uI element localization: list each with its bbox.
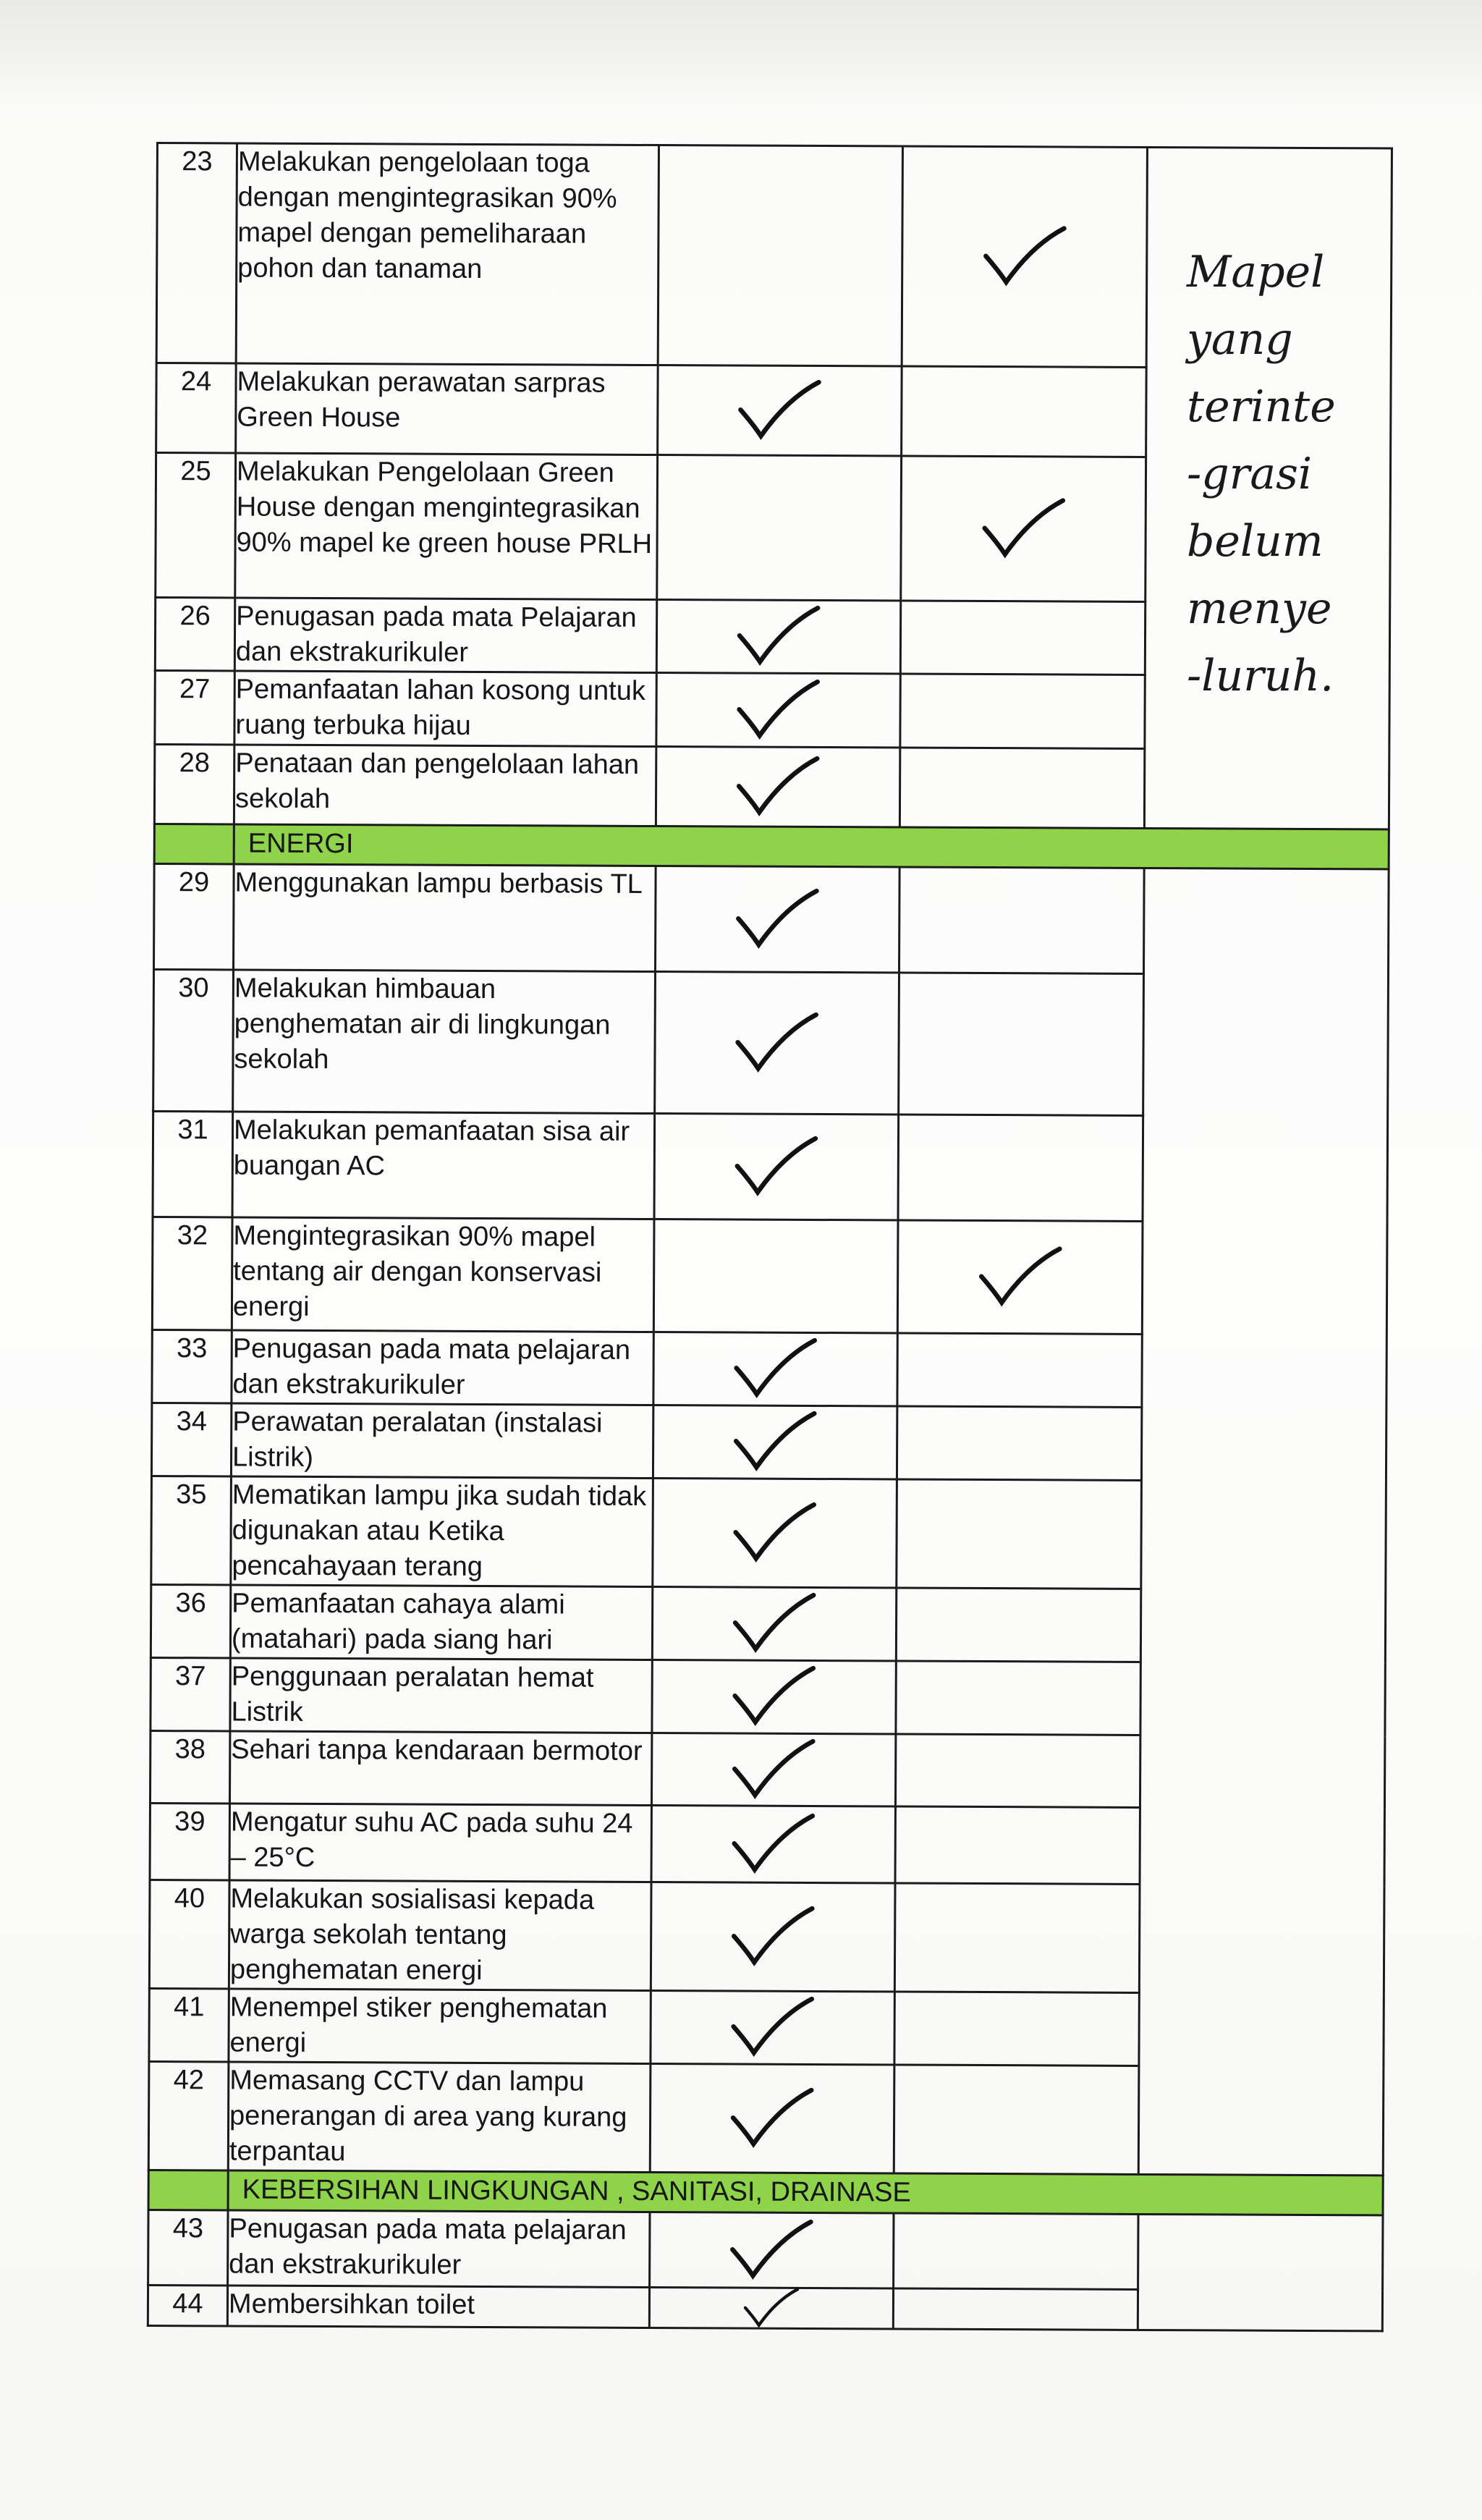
activity-text: Penataan dan pengelolaan lahan sekolah (234, 745, 656, 826)
checkmark-icon (731, 754, 825, 820)
note-line: menye (1187, 583, 1332, 634)
col2-cell (902, 366, 1147, 457)
section-title: ENERGI (234, 824, 1389, 869)
row-number: 36 (151, 1584, 230, 1657)
col2-cell (897, 1406, 1141, 1480)
col2-cell (895, 1734, 1140, 1807)
checkmark-icon (727, 1664, 821, 1730)
activity-text: Melakukan sosialisasi kepada warga sekolah tentang penghematan energi (229, 1880, 651, 1991)
checkmark-icon (730, 887, 824, 952)
activity-text: Perawatan peralatan (instalasi Listrik) (231, 1403, 653, 1479)
col1-cell (651, 1991, 894, 2065)
notes-cell (1138, 2214, 1383, 2330)
activity-text: Memasang CCTV dan lampu penerangan di area yang kurang terpantau (228, 2062, 651, 2173)
activity-text: Mengatur suhu AC pada suhu 24 – 25°C (229, 1804, 651, 1882)
checkmark-icon (724, 2286, 818, 2330)
col1-cell (657, 455, 902, 601)
col1-cell (651, 1806, 895, 1883)
notes-cell (1138, 868, 1389, 2175)
checkmark-icon (726, 1904, 820, 1970)
row-number: 35 (151, 1476, 232, 1584)
activity-text: Penugasan pada mata Pelajaran dan ekstrakurikuler (234, 598, 656, 673)
col1-cell (653, 1479, 897, 1588)
activity-text: Menempel stiker penghematan energi (229, 1989, 651, 2064)
activity-text: Membersihkan toilet (227, 2286, 649, 2328)
row-number: 30 (153, 969, 234, 1111)
note-line: yang (1187, 314, 1293, 365)
col2-cell (894, 1883, 1140, 1992)
col2-cell (897, 1220, 1143, 1334)
activity-text: Mengintegrasikan 90% mapel tentang air dengan konservasi energi (232, 1217, 654, 1332)
activity-text: Penugasan pada mata pelajaran dan ekstrakurikuler (228, 2210, 650, 2288)
col2-cell (896, 1661, 1140, 1735)
col2-cell (900, 674, 1145, 748)
checkmark-icon (727, 1500, 821, 1566)
checkmark-icon (978, 224, 1072, 289)
activity-text: Penggunaan peralatan hemat Listrik (230, 1658, 652, 1733)
activity-text: Melakukan Pengelolaan Green House dengan mengintegrasikan 90% mapel ke green house PRLH (235, 453, 658, 600)
row-number: 41 (149, 1988, 229, 2061)
row-number: 44 (148, 2285, 227, 2325)
col2-cell (899, 867, 1145, 973)
row-number: 37 (151, 1657, 230, 1730)
checkmark-icon (725, 1995, 819, 2060)
col1-cell (653, 1332, 897, 1406)
row-number: 32 (152, 1217, 232, 1329)
col1-cell (653, 1405, 897, 1479)
section-title: KEBERSIHAN LINGKUNGAN , SANITASI, DRAINASE (228, 2170, 1383, 2215)
col1-cell (655, 972, 899, 1115)
checkmark-icon (731, 677, 825, 743)
row-number: 28 (154, 744, 234, 824)
row-number: 38 (150, 1730, 229, 1803)
activity-text: Pemanfaatan cahaya alami (matahari) pada siang hari (230, 1585, 652, 1660)
col1-cell (653, 1219, 898, 1333)
col1-cell (656, 747, 899, 827)
row-number: 29 (154, 863, 234, 969)
row-number: 23 (156, 143, 237, 363)
col1-cell (652, 1660, 896, 1734)
checkmark-icon (976, 496, 1070, 562)
col2-cell (900, 601, 1145, 675)
col1-cell (651, 1882, 895, 1992)
section-number-cell (148, 2170, 228, 2210)
checkmark-icon (729, 1134, 823, 1200)
row-number: 24 (156, 363, 237, 453)
checkmark-icon (725, 2086, 819, 2152)
col2-cell (894, 2065, 1139, 2174)
row-number: 25 (156, 453, 236, 598)
col2-cell (897, 1479, 1142, 1589)
section-header-energi (154, 824, 1389, 868)
checkmark-icon (728, 1336, 822, 1402)
row-number: 33 (152, 1329, 232, 1403)
activity-text: Melakukan perawatan sarpras Green House (236, 363, 659, 455)
col1-cell (652, 1587, 896, 1661)
table-row (148, 2210, 1383, 2290)
activity-text: Menggunakan lampu berbasis TL (234, 864, 656, 972)
col2-cell (899, 973, 1144, 1115)
checkmark-icon (727, 1811, 821, 1877)
col1-cell (650, 2212, 894, 2288)
col1-cell (649, 2288, 893, 2329)
activity-text: Melakukan himbauan penghematan air di lingkungan sekolah (233, 970, 656, 1114)
checkmark-icon (727, 1591, 821, 1657)
col2-cell (898, 1115, 1143, 1221)
col1-cell (658, 365, 902, 456)
col1-cell (651, 1733, 895, 1806)
col2-cell (897, 1333, 1142, 1407)
checkmark-icon (728, 1409, 822, 1475)
col1-cell (650, 2064, 894, 2173)
row-number: 43 (148, 2210, 228, 2285)
col2-cell (893, 2288, 1138, 2330)
col2-cell (894, 2213, 1138, 2289)
note-line: -luruh. (1187, 651, 1334, 701)
checkmark-icon (727, 1737, 821, 1803)
col2-cell (895, 1806, 1140, 1884)
handwritten-note (1187, 239, 1353, 710)
table-row (154, 863, 1389, 974)
row-number: 26 (155, 598, 234, 671)
activity-text: Mematikan lampu jika sudah tidak digunakan atau Ketika pencahayaan terang (231, 1476, 653, 1587)
checkmark-icon (732, 604, 826, 669)
section-number-cell (154, 824, 234, 863)
activity-text: Pemanfaatan lahan kosong untuk ruang terbuka hijau (234, 671, 656, 747)
col1-cell (656, 673, 900, 748)
section-header-kebersihan (148, 2170, 1383, 2215)
note-line: Mapel (1187, 247, 1325, 297)
col2-cell (894, 1992, 1139, 2066)
row-number: 39 (150, 1803, 229, 1880)
note-line: terinte (1187, 381, 1336, 432)
col1-cell (656, 866, 900, 973)
col1-cell (658, 145, 902, 366)
col2-cell (896, 1588, 1140, 1662)
activity-text: Sehari tanpa kendaraan bermotor (229, 1731, 651, 1806)
row-number: 34 (151, 1403, 231, 1476)
activity-text: Penugasan pada mata pelajaran dan ekstrakurikuler (232, 1330, 653, 1405)
note-line: -grasi (1187, 449, 1313, 499)
col2-cell (901, 456, 1146, 601)
col2-cell (899, 748, 1144, 828)
note-line: belum (1187, 516, 1324, 567)
row-number: 40 (149, 1880, 229, 1988)
row-number: 31 (153, 1111, 233, 1217)
row-number: 27 (155, 670, 234, 744)
checkmark-icon (729, 1010, 823, 1076)
checkmark-icon (973, 1244, 1067, 1310)
col1-cell (656, 600, 900, 674)
activity-text: Melakukan pemanfaatan sisa air buangan AC (232, 1112, 655, 1219)
checkmark-icon (724, 2217, 818, 2283)
checkmark-icon (732, 378, 826, 444)
row-number: 42 (148, 2061, 229, 2170)
col1-cell (654, 1114, 899, 1220)
col2-cell (902, 146, 1147, 367)
activity-text: Melakukan pengelolaan toga dengan mengintegrasikan 90% mapel dengan pemeliharaan pohon dan tanaman (236, 143, 659, 365)
